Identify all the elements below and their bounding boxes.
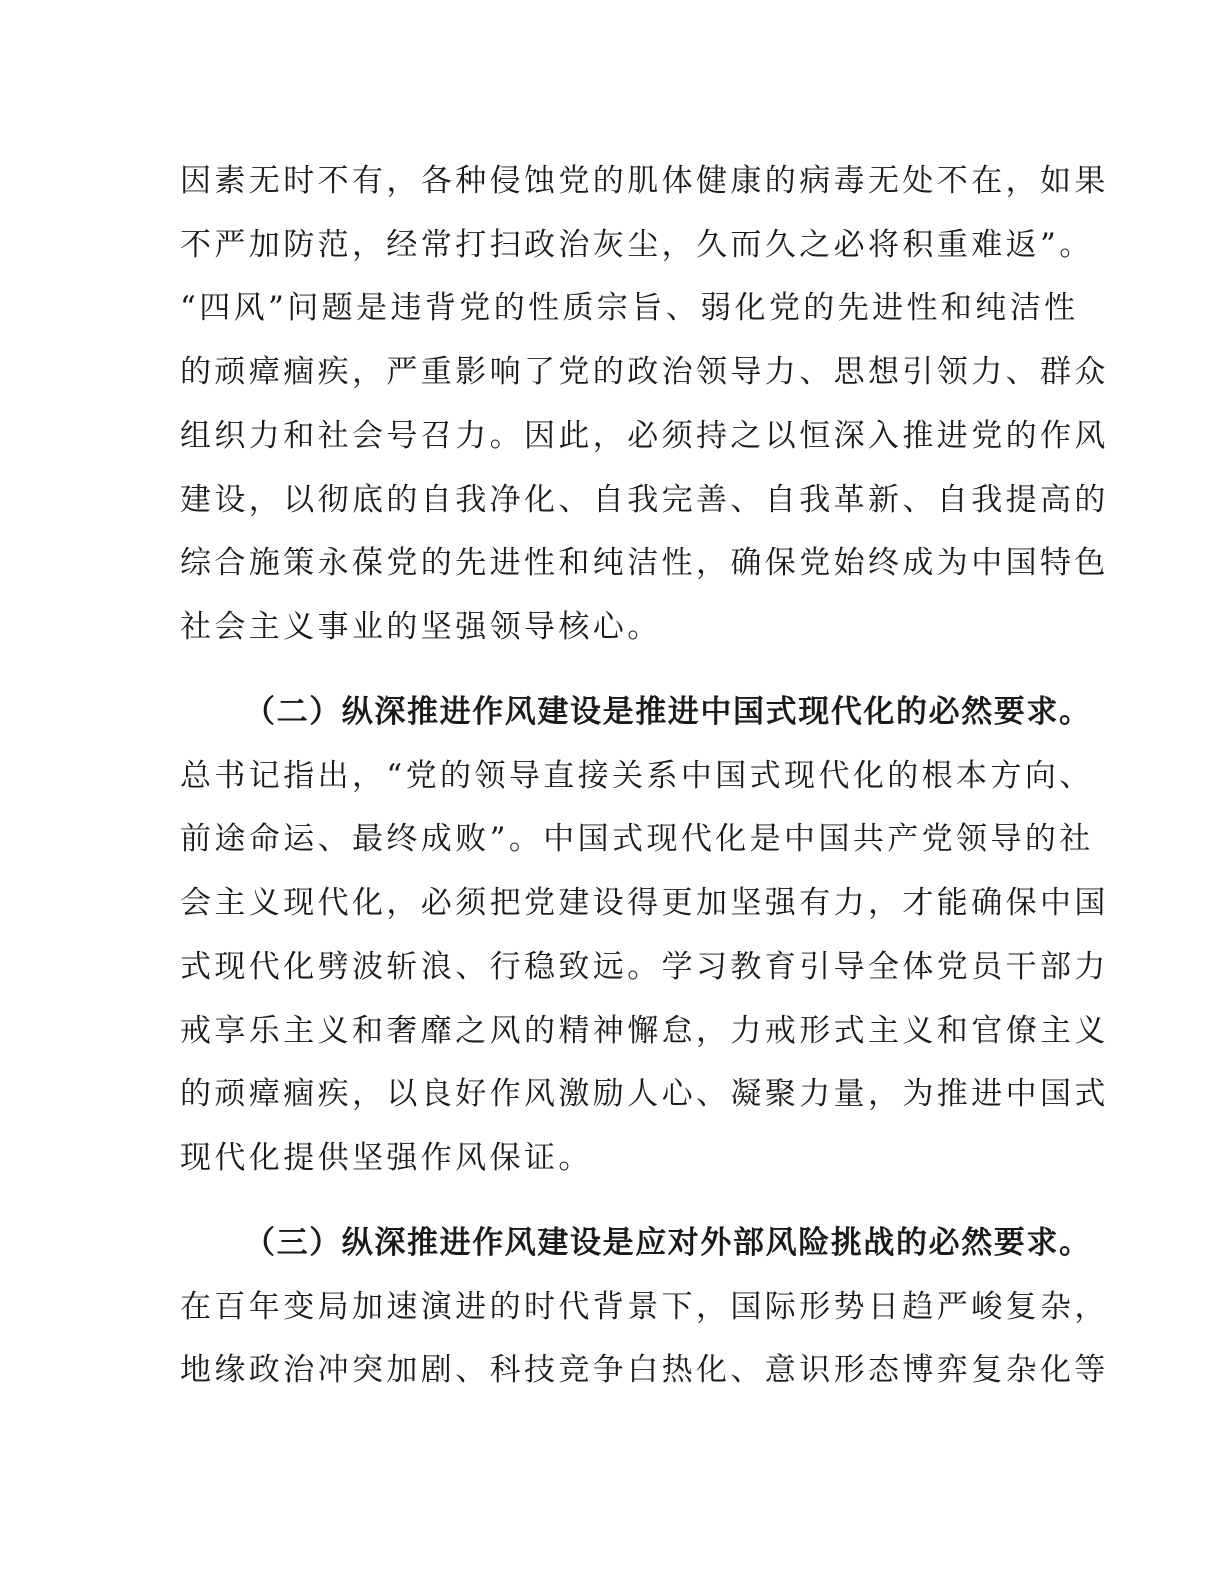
text-line: 组织力和社会号召力。因此，必须持之以恒深入推进党的作风 [180, 417, 1109, 454]
section-heading: （二）纵深推进作风建设是推进中国式现代化的必然要求。 [244, 694, 1092, 730]
text-line: 社会主义事业的坚强领导核心。 [180, 608, 662, 645]
text-line: 总书记指出，“党的领导直接关系中国式现代化的根本方向、 [180, 757, 1094, 794]
text-line: 不严加防范，经常打扫政治灰尘，久而久之必将积重难返”。 [180, 226, 1094, 263]
text-line: 地缘政治冲突加剧、科技竞争白热化、意识形态博弈复杂化等 [180, 1352, 1109, 1389]
text-line: 综合施策永葆党的先进性和纯洁性，确保党始终成为中国特色 [180, 545, 1109, 582]
text-line: 的顽瘴痼疾，严重影响了党的政治领导力、思想引领力、群众 [180, 354, 1109, 391]
text-line: “四风”问题是违背党的性质宗旨、弱化党的先进性和纯洁性 [180, 290, 1079, 327]
section-three [180, 1212, 1109, 1403]
text-line: 的顽瘴痼疾，以良好作风激励人心、凝聚力量，为推进中国式 [180, 1076, 1109, 1113]
text-line: 戒享乐主义和奢靡之风的精神懈怠，力戒形式主义和官僚主义 [180, 1012, 1109, 1049]
text-line: 会主义现代化，必须把党建设得更加坚强有力，才能确保中国 [180, 885, 1109, 922]
text-line: 现代化提供坚强作风保证。 [180, 1139, 593, 1176]
text-line: 建设，以彻底的自我净化、自我完善、自我革新、自我提高的 [180, 481, 1109, 518]
text-line: 在百年变局加速演进的时代背景下，国际形势日趋严峻复杂， [180, 1288, 1109, 1325]
text-line: 前途命运、最终成败”。中国式现代化是中国共产党领导的社 [180, 821, 1094, 858]
section-heading: （三）纵深推进作风建设是应对外部风险挑战的必然要求。 [244, 1225, 1092, 1261]
section-two [180, 681, 1109, 1191]
text-line: 式现代化劈波斩浪、行稳致远。学习教育引导全体党员干部力 [180, 948, 1109, 985]
paragraph-continuation [180, 150, 1109, 660]
text-line: 因素无时不有，各种侵蚀党的肌体健康的病毒无处不在，如果 [180, 163, 1109, 199]
